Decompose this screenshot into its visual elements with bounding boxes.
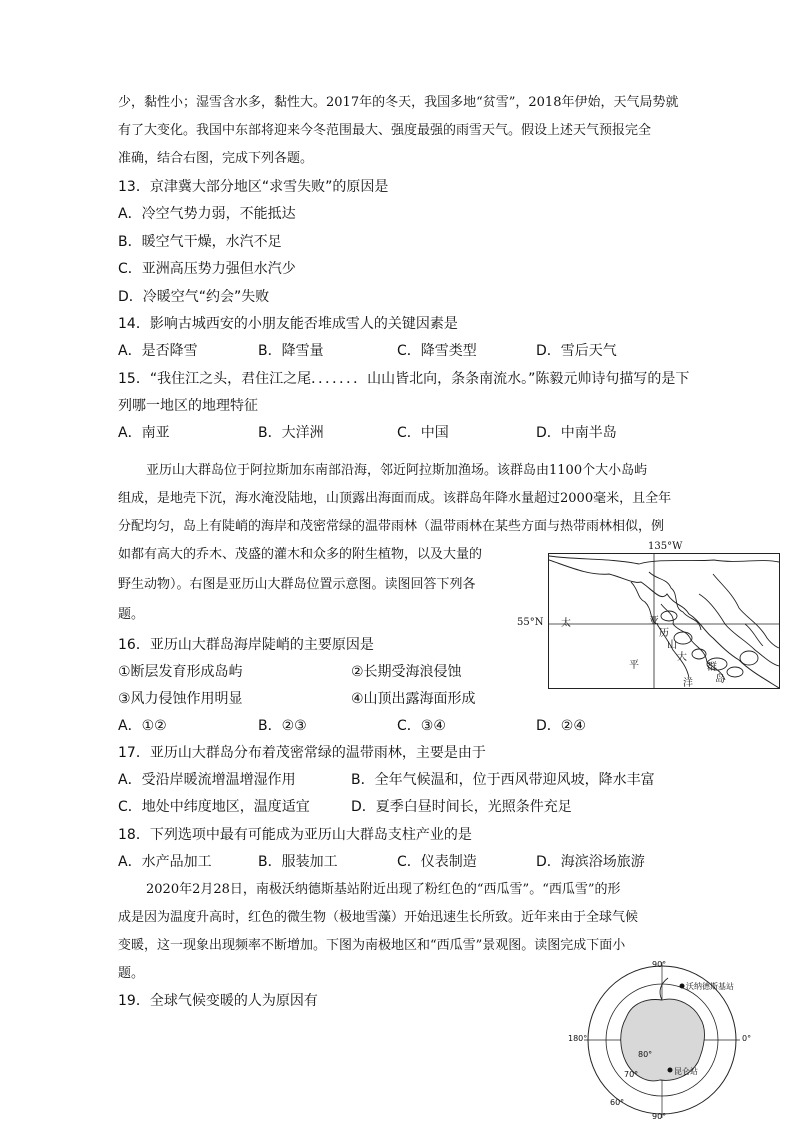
q15-option-b: B．大洋洲 [258,425,324,441]
ocean-char: 平 [629,660,639,671]
q17-option-b: B．全年气候温和，位于西风带迎风坡，降水丰富 [351,772,655,788]
q14-option-a: A．是否降雪 [118,343,198,359]
intro-line: 如都有高大的乔木、茂盛的灌木和众多的附生植物，以及大量的 [118,547,483,562]
q16-statement-1: ①断层发育形成岛屿 [118,664,243,680]
q16-option-b: B．②③ [258,718,307,734]
question-14-stem: 14．影响古城西安的小朋友能否堆成雪人的关键因素是 [118,316,458,332]
question-18-stem: 18．下列选项中最有可能成为亚历山大群岛支柱产业的是 [118,827,472,843]
ocean-char: 太 [561,618,571,629]
intro-line: 变暖，这一现象出现频率不断增加。下图为南极地区和“西瓜雪”景观图。读图完成下面小 [118,938,626,953]
station-label-vernadsky: 沃纳德斯基站 [686,982,734,991]
q18-option-b: B．服装加工 [258,854,338,870]
q18-option-a: A．水产品加工 [118,854,212,870]
q16-option-a: A．①② [118,718,167,734]
q15-option-a: A．南亚 [118,425,170,441]
archipelago-map-drawing [549,554,779,688]
antarctica-map [566,958,756,1123]
q15-option-c: C．中国 [397,425,449,441]
q14-option-b: B．降雪量 [258,343,324,359]
question-17-stem: 17．亚历山大群岛分布着茂密常绿的温带雨林，主要是由于 [118,745,486,761]
map2-bottom-label: 90° [652,1112,667,1121]
place-char: 群 [707,662,717,673]
q16-statement-4: ④山顶出露海面形成 [351,691,476,707]
map2-lat-80: 80° [638,1050,653,1059]
q17-option-d: D．夏季白昼时间长，光照条件充足 [351,799,572,815]
intro-line: 2020年2月28日，南极沃纳德斯基站附近出现了粉红色的“西瓜雪”。“西瓜雪”的形 [146,882,621,897]
map2-lat-70: 70° [624,1070,639,1079]
map1-longitude-label: 135°W [648,541,683,552]
alexander-archipelago-map [548,553,780,689]
q17-option-c: C．地处中纬度地区，温度适宜 [118,799,310,815]
intro-line: 题。 [118,966,145,981]
intro-line: 野生动物）。右图是亚历山大群岛位置示意图。读图回答下列各 [118,577,476,592]
intro-line: 亚历山大群岛位于阿拉斯加东南部沿海，邻近阿拉斯加渔场。该群岛由1100个大小岛屿 [146,463,648,478]
intro-line: 少，黏性小；湿雪含水多，黏性大。2017年的冬天，我国多地“贫雪”，2018年伊始，天气局势就 [118,95,679,110]
question-19-stem: 19．全球气候变暖的人为原因有 [118,993,318,1009]
place-char: 亚 [649,616,659,627]
question-15-stem-cont: 列哪一地区的地理特征 [118,398,258,414]
question-15-stem: 15．“我住江之头，君住江之尾．．．．．．．山山皆北向，条条南流水。”陈毅元帅诗句描写的是下 [118,371,690,387]
ocean-char: 洋 [683,678,693,689]
q16-statement-3: ③风力侵蚀作用明显 [118,691,243,707]
place-char: 山 [667,640,677,651]
map2-top-label: 90° [652,960,667,969]
q13-option-c: C．亚洲高压势力强但水汽少 [118,261,296,277]
place-char: 历 [659,628,669,639]
intro-line: 组成，是地壳下沉，海水淹没陆地，山顶露出海面而成。该群岛年降水量超过2000毫米，且全年 [118,491,672,506]
q18-option-d: D．海滨浴场旅游 [536,854,645,870]
q16-option-d: D．②④ [536,718,586,734]
place-char: 大 [677,652,687,663]
q13-option-d: D．冷暖空气“约会”失败 [118,289,270,305]
q14-option-d: D．雪后天气 [536,343,617,359]
intro-line: 分配均匀，岛上有陡峭的海岸和茂密常绿的温带雨林（温带雨林在某些方面与热带雨林相似，例 [118,519,665,534]
q15-option-d: D．中南半岛 [536,425,617,441]
q14-option-c: C．降雪类型 [397,343,477,359]
map2-left-label: 180° [568,1034,588,1043]
q16-option-c: C．③④ [397,718,446,734]
question-13-stem: 13．京津冀大部分地区“求雪失败”的原因是 [118,179,389,195]
q13-option-a: A．冷空气势力弱，不能抵达 [118,206,296,222]
q17-option-a: A．受沿岸暖流增温增湿作用 [118,772,296,788]
map2-lat-60: 60° [610,1098,625,1107]
intro-line: 题。 [118,607,145,622]
station-label-kunlun: 昆仑站 [674,1067,698,1076]
question-16-stem: 16．亚历山大群岛海岸陡峭的主要原因是 [118,637,374,653]
map2-right-label: 0° [742,1034,752,1043]
q18-option-c: C．仪表制造 [397,854,477,870]
place-char: 岛 [715,674,725,685]
intro-line: 成是因为温度升高时，红色的微生物（极地雪藻）开始迅速生长所致。近年来由于全球气候 [118,910,639,925]
q13-option-b: B．暖空气干燥，水汽不足 [118,234,282,250]
map1-latitude-label: 55°N [517,617,544,628]
intro-line: 有了大变化。我国中东部将迎来今冬范围最大、强度最强的雨雪天气。假设上述天气预报完全 [118,123,652,138]
intro-line: 准确，结合右图，完成下列各题。 [118,151,314,166]
q16-statement-2: ②长期受海浪侵蚀 [351,664,462,680]
